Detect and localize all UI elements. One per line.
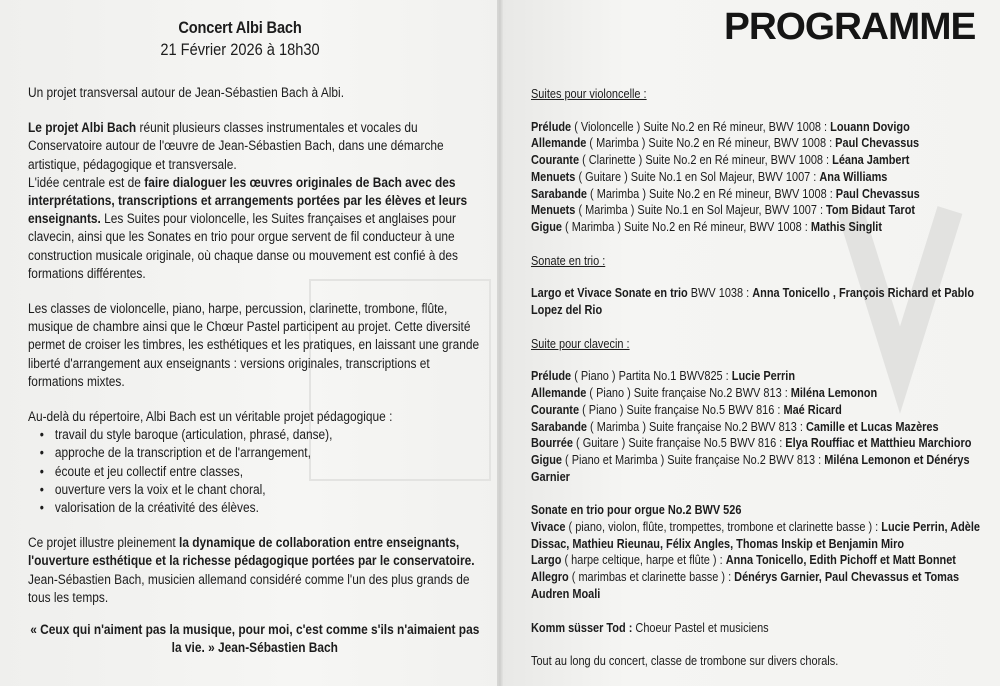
piece-detail: ( Clarinette ) Suite No.2 en Ré mineur, BWV 1008 : (579, 152, 833, 168)
collab-text-b: Jean-Sébastien Bach, musicien allemand considéré comme l'un des plus grands de tous les temps. (28, 571, 470, 606)
piece-detail: BWV 1038 : (687, 285, 753, 301)
programme-row (531, 169, 996, 186)
performer: Louann Dovigo (830, 118, 910, 134)
dance-name: Menuets (531, 202, 576, 218)
programme-row (531, 419, 996, 436)
dance-name: Allegro (531, 569, 569, 585)
performer: Anna Tonicello, Edith Pichoff et Matt Bonnet (725, 552, 956, 568)
komm-row (531, 620, 996, 637)
performer: Tom Bidaut Tarot (826, 202, 916, 218)
list-item: • approche de la transcription et de l'arrangement, (40, 444, 482, 462)
programme-row (531, 285, 996, 318)
piece-detail: ( Piano et Marimba ) Suite française No.2 BWV 813 : (562, 451, 825, 467)
komm-detail: Choeur Pastel et musiciens (632, 619, 769, 635)
piece-detail: ( Guitare ) Suite No.1 en Sol Majeur, BWV 1007 : (575, 168, 820, 184)
dance-name: Sarabande (531, 418, 587, 434)
pedagogy-list (28, 426, 482, 517)
dance-name: Prélude (531, 118, 572, 134)
performer: Lucie Perrin, Adèle Dissac, Mathieu Rieunau, Félix Angles, Thomas Inskip et Benjamin Miro (531, 519, 981, 551)
list-item: • écoute et jeu collectif entre classes, (40, 463, 482, 481)
intro-paragraph: Un projet transversal autour de Jean-Sébastien Bach à Albi. (28, 85, 345, 101)
dance-name: Courante (531, 152, 580, 168)
piece-detail: ( Marimba ) Suite No.2 en Ré mineur, BWV 1008 : (586, 185, 836, 201)
list-item: • travail du style baroque (articulation, phrasé, danse), (40, 426, 482, 444)
concert-title: Concert Albi Bach (178, 18, 302, 37)
dance-name: Largo et Vivace Sonate en trio (531, 285, 688, 301)
performer: Anna Tonicello , François Richard et Pablo Lopez del Rio (531, 285, 975, 318)
performer: Léana Jambert (832, 152, 910, 168)
piece-detail: ( piano, violon, flûte, trompettes, trombone et clarinette basse ) : (565, 519, 882, 535)
programme-row (531, 119, 996, 136)
section-heading-orgue (531, 502, 996, 519)
performer: Paul Chevassus (835, 185, 920, 201)
idea-paragraph (28, 174, 482, 283)
dance-name: Menuets (531, 168, 576, 184)
piece-detail: ( Marimba ) Suite No.1 en Sol Majeur, BWV 1007 : (575, 202, 827, 218)
project-paragraph (28, 119, 482, 174)
dance-name: Courante (531, 401, 580, 417)
dance-name: Gigue (531, 218, 563, 234)
piece-detail: ( Piano ) Suite française No.5 BWV 816 : (579, 401, 784, 417)
performer: Miléna Lemonon et Dénérys Garnier (531, 451, 970, 484)
programme-row (531, 452, 996, 485)
orgue-heading-text: Sonate en trio pour orgue No.2 BWV 526 (531, 502, 742, 518)
performer: Paul Chevassus (835, 135, 920, 151)
programme-row (531, 569, 996, 602)
closing-note: Tout au long du concert, classe de trombone sur divers chorals. (531, 653, 839, 669)
performer: Elya Rouffiac et Matthieu Marchioro (785, 435, 972, 451)
programme-row (531, 368, 996, 385)
collab-text-a: Ce projet illustre pleinement (28, 535, 180, 552)
piece-detail: ( harpe celtique, harpe et flûte ) : (561, 552, 726, 568)
dance-name: Largo (531, 552, 562, 568)
list-item: • valorisation de la créativité des élèves. (40, 499, 482, 517)
programme-row (531, 202, 996, 219)
komm-title: Komm süsser Tod : (531, 619, 633, 635)
programme-row (531, 519, 996, 552)
performer: Camille et Lucas Mazères (805, 418, 939, 434)
piece-detail: ( Piano ) Suite française No.2 BWV 813 : (586, 385, 791, 401)
dance-name: Allemande (531, 135, 587, 151)
left-body-text (28, 84, 496, 657)
performer: Ana Williams (819, 168, 888, 184)
dance-name: Sarabande (531, 185, 587, 201)
performer: Lucie Perrin (731, 368, 796, 384)
classes-paragraph: Les classes de violoncelle, piano, harpe, percussion, clarinette, trombone, flûte, musique de chambre ainsi que le Chœur Pastel participent au projet. Cette diversité permet de croiser les timbres, les esthétiques et les pratiques, en laissant une grande liberté d'arrangement aux enseignants : versions originales, transcriptions et formations mixtes. (28, 301, 480, 390)
programme-row (531, 385, 996, 402)
dance-name: Allemande (531, 385, 587, 401)
list-item: • ouverture vers la voix et le chant choral, (40, 481, 482, 499)
project-paragraph-text: réunit plusieurs classes instrumentales et vocales du Conservatoire autour de l'œuvre de Jean-Sébastien Bach, dans une démarche artistique, pédagogique et transversale. (28, 120, 444, 173)
programme-row (531, 435, 996, 452)
dance-name: Prélude (531, 368, 572, 384)
performer: Miléna Lemonon (790, 385, 878, 401)
idea-text-a: L'idée centrale est de (28, 174, 145, 191)
piece-detail: ( Piano ) Partita No.1 BWV825 : (571, 368, 732, 384)
idea-text-b: Les Suites pour violoncelle, les Suites françaises et anglaises pour clavecin, ainsi que les Sonates en trio pour orgue servent de fil conducteur à une construction musicale originale, où chaque danse ou mouvement est confié à des formations différentes. (28, 211, 458, 282)
performer: Maé Ricard (783, 401, 842, 417)
programme-row (531, 135, 996, 152)
collab-text-bold: la dynamique de collaboration entre enseignants, l'ouverture esthétique et la richesse pédagogique portées par le conservatoire. (28, 535, 475, 570)
dance-name: Bourrée (531, 435, 573, 451)
programme-row (531, 552, 996, 569)
piece-detail: ( Marimba ) Suite No.2 en Ré mineur, BWV 1008 : (562, 218, 811, 234)
idea-text-bold: faire dialoguer les œuvres originales de Bach avec des interprétations, transcriptions et arrangements portées par les élèves et leurs enseignants. (28, 174, 468, 228)
programme-row (531, 186, 996, 203)
project-name: Le projet Albi Bach (28, 120, 137, 137)
performer: Mathis Singlit (810, 218, 882, 234)
piece-detail: ( Marimba ) Suite No.2 en Ré mineur, BWV 1008 : (586, 135, 836, 151)
programme-list (531, 86, 991, 670)
concert-date: 21 Février 2026 à 18h30 (160, 40, 320, 59)
section-heading-clavecin: Suite pour clavecin : (531, 335, 630, 351)
section-heading-sonate-trio: Sonate en trio : (531, 252, 606, 268)
piece-detail: ( Marimba ) Suite française No.2 BWV 813 : (586, 418, 806, 434)
programme-row (531, 402, 996, 419)
page-fold (497, 0, 503, 686)
programme-row (531, 219, 996, 236)
dance-name: Gigue (531, 451, 563, 467)
programme-logo: PROGRAMME (724, 6, 976, 48)
piece-detail: ( Violoncelle ) Suite No.2 en Ré mineur, BWV 1008 : (571, 118, 831, 134)
performer: Dénérys Garnier, Paul Chevassus et Tomas Audren Moali (531, 569, 960, 601)
pedagogy-paragraph: Au-delà du répertoire, Albi Bach est un véritable projet pédagogique : (28, 409, 393, 426)
programme-row (531, 152, 996, 169)
piece-detail: ( marimbas et clarinette basse ) : (568, 569, 735, 585)
collaboration-paragraph (28, 534, 482, 607)
dance-name: Vivace (531, 519, 566, 535)
piece-detail: ( Guitare ) Suite française No.5 BWV 816 : (572, 435, 786, 451)
section-heading-violoncelle: Suites pour violoncelle : (531, 86, 647, 101)
bach-quote: « Ceux qui n'aiment pas la musique, pour moi, c'est comme s'ils n'aimaient pas la vie. » Jean-Sébastien Bach (30, 622, 480, 657)
